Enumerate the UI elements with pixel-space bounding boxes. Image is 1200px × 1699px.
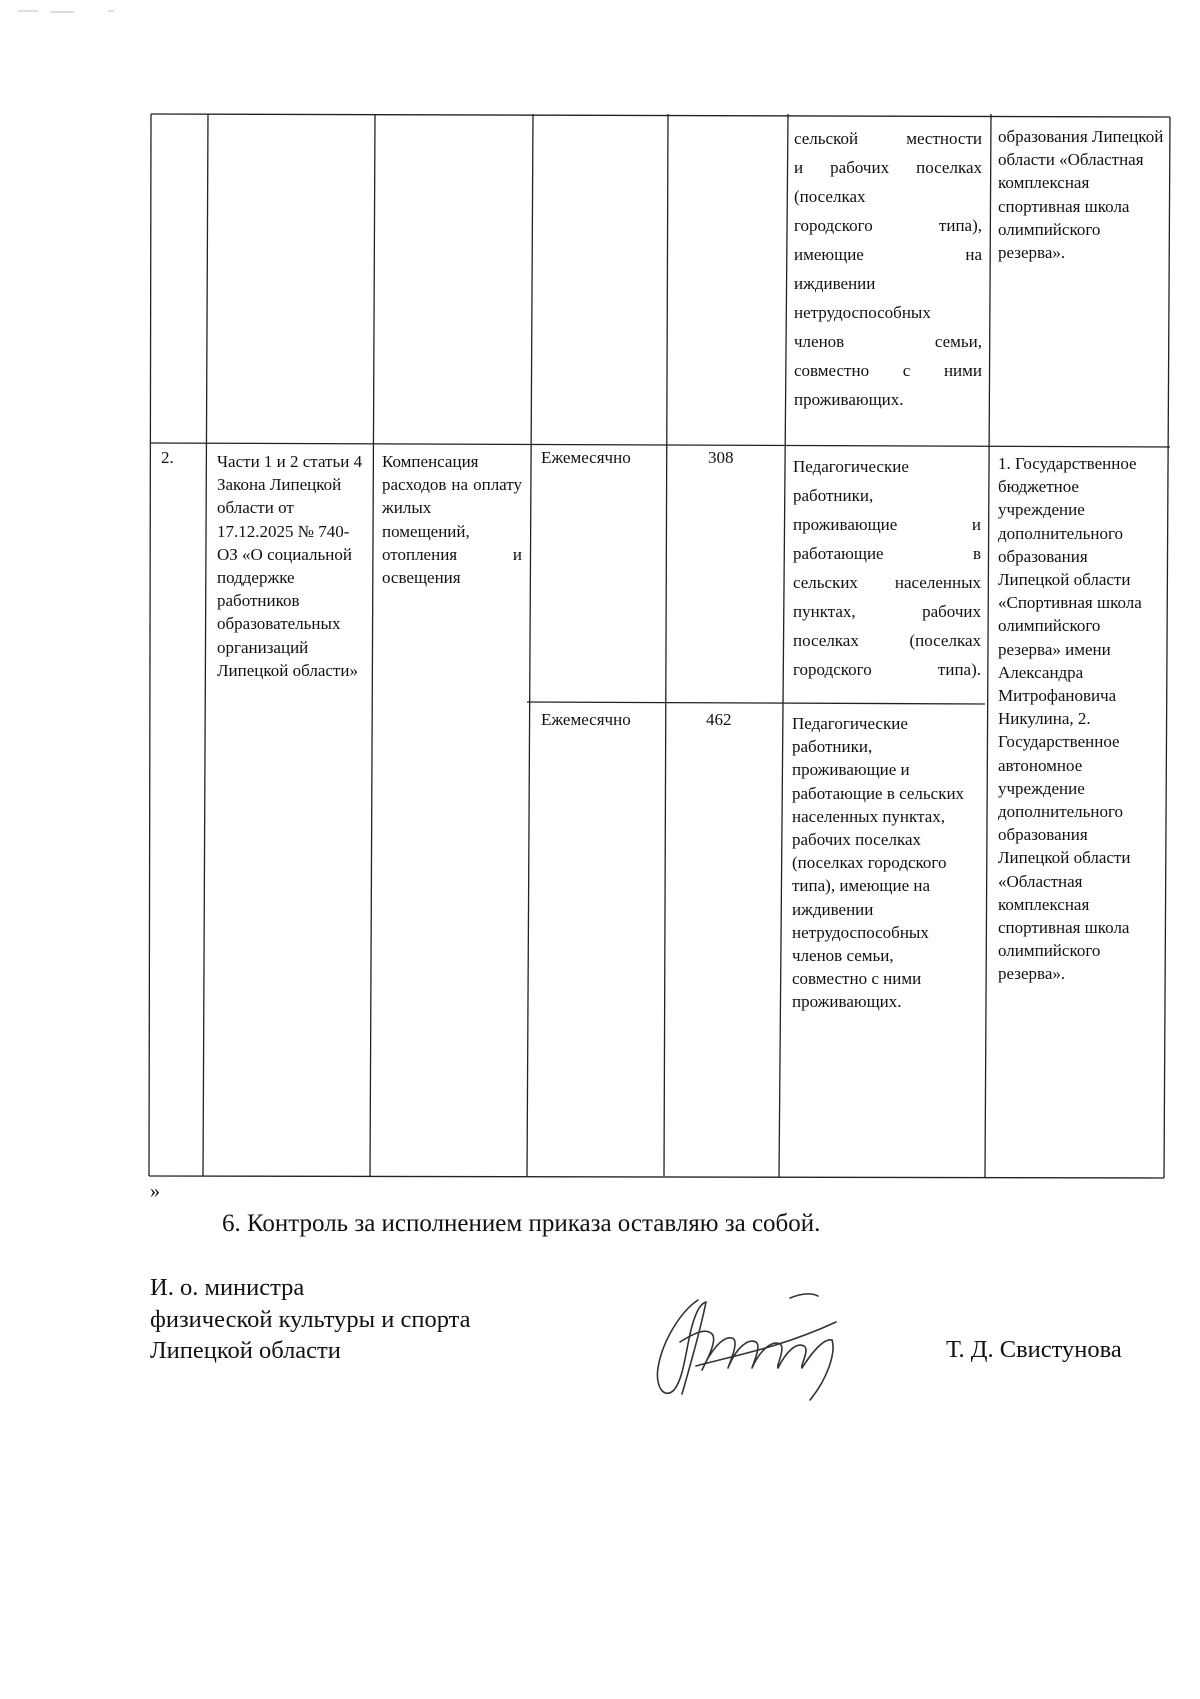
signatory-name: Т. Д. Свистунова — [946, 1336, 1122, 1363]
position-line: физической культуры и спорта — [150, 1305, 471, 1333]
recipients-cell-continued — [794, 124, 982, 414]
line: и рабочих поселках — [794, 158, 982, 177]
handwritten-signature — [640, 1282, 860, 1407]
line: пунктах, рабочих — [793, 602, 981, 621]
institutions-cell-continued: образования Липецкой области «Областная комплексная спортивная школа олимпийского резерва». — [998, 127, 1164, 263]
line: нетрудоспособных — [794, 303, 931, 322]
position-line: И. о. министра — [150, 1274, 305, 1301]
line: поселках (поселках — [793, 631, 981, 650]
paragraph-control: 6. Контроль за исполнением приказа оставляю за собой. — [222, 1210, 821, 1237]
amount-cell: 462 — [706, 710, 732, 729]
recipients-cell — [793, 452, 981, 684]
line: работники, — [793, 486, 874, 505]
frequency-cell: Ежемесячно — [541, 448, 631, 467]
line: сельских населенных — [793, 573, 981, 592]
frequency-cell: Ежемесячно — [541, 710, 631, 729]
institutions-cell: 1. Государственное бюджетное учреждение дополнительного образования Липецкой области «Спортивная школа олимпийского резерва» имени Александра Митрофановича Никулина, 2. Государственное автономное учреждение дополнительного образования Липецкой области «Областная комплексная спортивная школа олимпийского резерва». — [998, 454, 1142, 984]
signatory-position — [150, 1272, 471, 1367]
line: проживающих. — [794, 390, 904, 409]
row-number: 2. — [161, 448, 174, 467]
position-line: Липецкой области — [150, 1337, 341, 1364]
line: проживающие и — [793, 515, 981, 534]
line: городского типа), — [794, 216, 982, 235]
amount-cell: 308 — [708, 448, 734, 467]
measure-cell: Компенсация расходов на оплату жилых помещений, отопления и освещения — [382, 452, 522, 588]
line: имеющие на — [794, 245, 982, 264]
closing-quote: » — [150, 1180, 160, 1202]
line: иждивении — [794, 274, 876, 293]
line: сельской местности — [794, 129, 982, 148]
line: совместно с ними — [794, 361, 982, 380]
line: (поселках — [794, 187, 866, 206]
line: городского типа). — [793, 660, 981, 679]
legal-basis-cell: Части 1 и 2 статьи 4 Закона Липецкой области от 17.12.2025 № 740-ОЗ «О социальной поддержке работников образовательных организаций Липецкой области» — [217, 452, 363, 680]
line: членов семьи, — [794, 332, 982, 351]
scan-artifact — [8, 2, 118, 14]
line: Педагогические — [793, 457, 909, 476]
line: работающие в — [793, 544, 981, 563]
recipients-cell: Педагогические работники, проживающие и работающие в сельских населенных пунктах, рабочих поселках (поселках городского типа), имеющие на иждивении нетрудоспособных членов семьи, совместно с ними проживающих. — [792, 714, 965, 1012]
